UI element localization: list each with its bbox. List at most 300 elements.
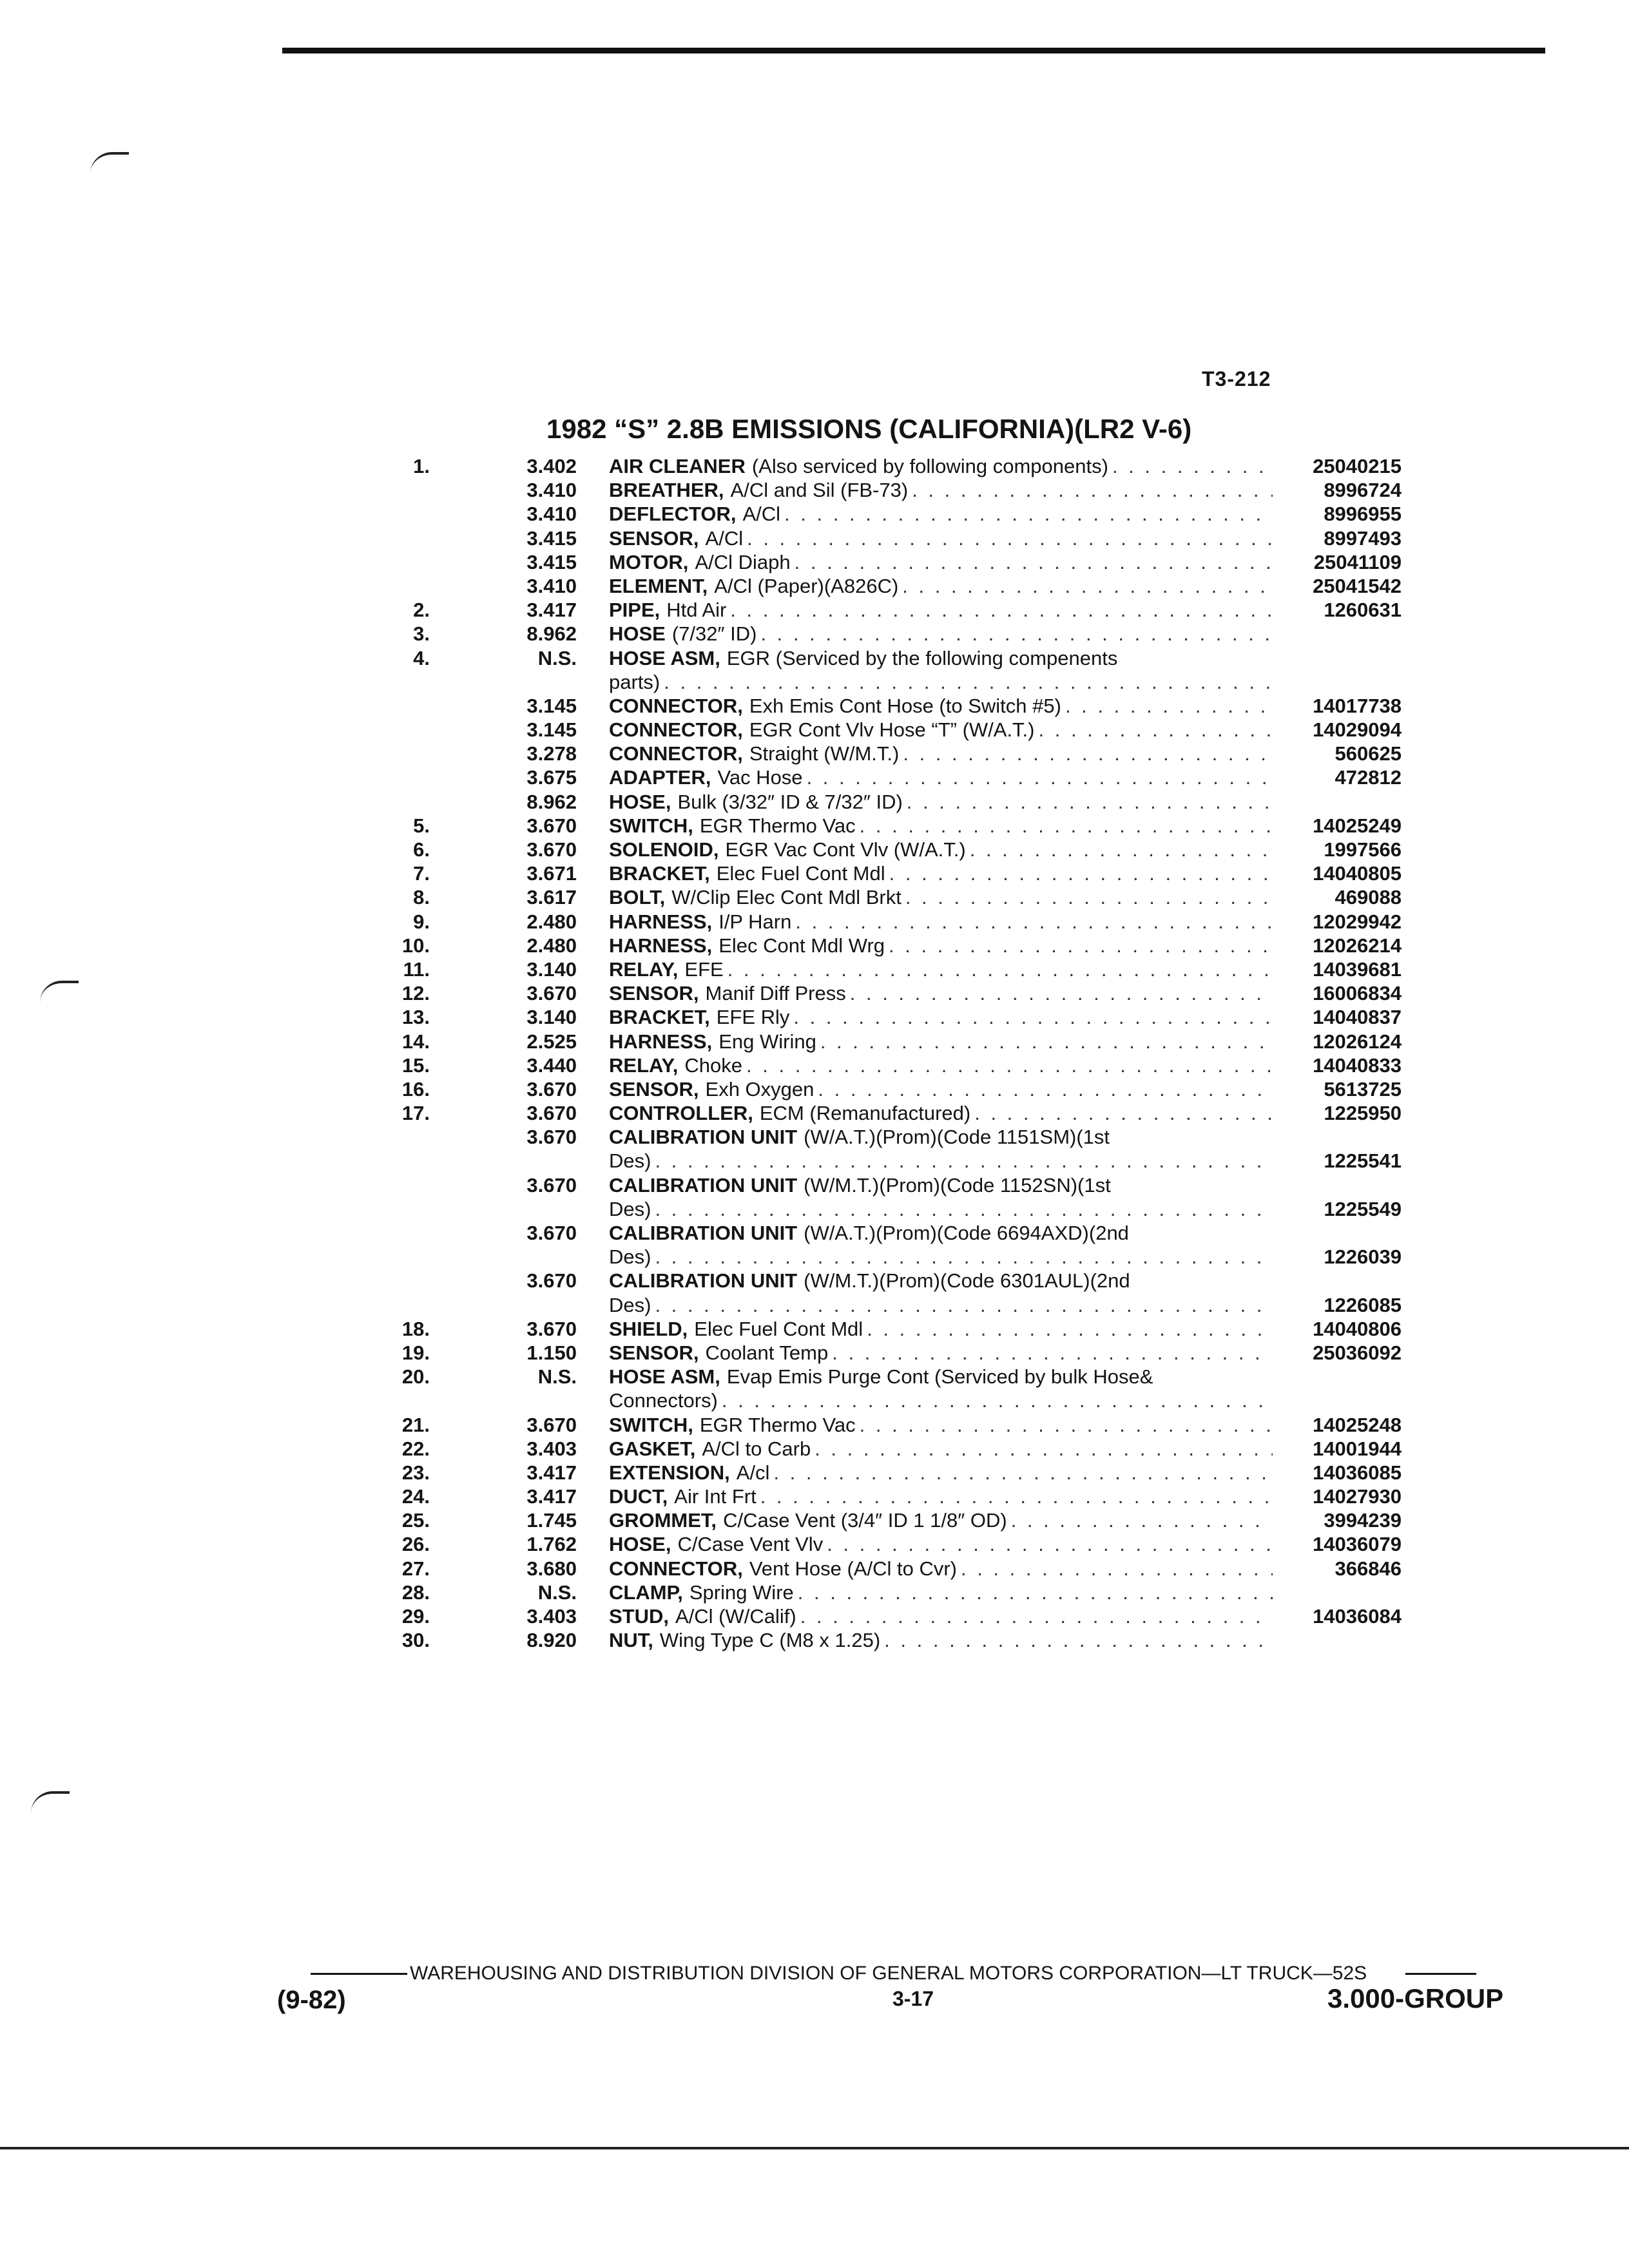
- part-row: [371, 502, 1402, 526]
- part-number: 366846: [1335, 1557, 1402, 1580]
- part-row: [371, 1030, 1402, 1053]
- dot-leader: [827, 1532, 1273, 1556]
- part-description: [609, 910, 1273, 934]
- ref-number: 29.: [401, 1605, 430, 1628]
- group-number: 8.920: [526, 1629, 577, 1652]
- dot-leader: [974, 1101, 1273, 1125]
- part-number: 14036085: [1313, 1461, 1402, 1484]
- dot-leader: [784, 502, 1273, 526]
- footer-dash-left: [311, 1973, 407, 1975]
- dot-leader: [850, 981, 1273, 1005]
- part-name: CALIBRATION UNIT: [609, 1173, 798, 1196]
- part-description: [609, 1125, 1273, 1149]
- part-description: [609, 574, 1273, 598]
- part-name: STUD,: [609, 1605, 669, 1628]
- dot-leader: [905, 885, 1273, 909]
- group-number: 3.670: [526, 814, 577, 837]
- part-description: [609, 885, 1273, 909]
- part-name: HARNESS,: [609, 934, 713, 957]
- part-detail: parts): [609, 670, 660, 693]
- dot-leader: [722, 1389, 1273, 1412]
- ref-number: 19.: [401, 1341, 430, 1364]
- part-row: [371, 1221, 1402, 1245]
- dot-leader: [730, 598, 1273, 622]
- part-row: [371, 1077, 1402, 1101]
- part-row: [371, 526, 1402, 550]
- part-row: [371, 670, 1402, 694]
- part-number: 14040806: [1313, 1317, 1402, 1340]
- part-description: [609, 1389, 1273, 1412]
- part-description: [609, 550, 1273, 574]
- part-name: BRACKET,: [609, 1006, 710, 1029]
- dot-leader: [655, 1149, 1273, 1173]
- part-row: [371, 790, 1402, 814]
- part-detail: Elec Fuel Cont Mdl: [694, 1317, 863, 1340]
- page-code: T3-212: [1202, 367, 1271, 390]
- part-row: [371, 861, 1402, 885]
- part-name: HOSE: [609, 622, 666, 646]
- ref-number: 15.: [401, 1053, 430, 1077]
- group-number: 3.402: [526, 455, 577, 477]
- part-name: CONTROLLER,: [609, 1102, 753, 1125]
- group-number: 3.675: [526, 766, 577, 789]
- part-row: [371, 1005, 1402, 1029]
- part-name: NUT,: [609, 1629, 653, 1652]
- ref-number: 27.: [401, 1557, 430, 1580]
- part-name: CONNECTOR,: [609, 718, 743, 742]
- part-name: RELAY,: [609, 957, 679, 981]
- part-description: [609, 1341, 1273, 1365]
- part-row: [371, 1269, 1402, 1293]
- part-row: [371, 742, 1402, 765]
- part-name: ELEMENT,: [609, 574, 708, 597]
- part-detail: EGR (Serviced by the following compenents: [726, 646, 1118, 669]
- part-row: [371, 1149, 1402, 1173]
- ref-number: 11.: [403, 957, 430, 981]
- ref-number: 10.: [401, 934, 430, 957]
- margin-mark: [40, 981, 79, 1003]
- dot-leader: [1039, 718, 1273, 742]
- group-number: 3.680: [526, 1557, 577, 1580]
- part-detail: A/Cl to Carb: [702, 1437, 811, 1460]
- group-number: 3.670: [526, 1317, 577, 1340]
- part-description: [609, 1365, 1273, 1389]
- dot-leader: [728, 957, 1273, 981]
- part-detail: Elec Cont Mdl Wrg: [718, 934, 885, 957]
- part-name: HOSE,: [609, 1533, 671, 1556]
- part-description: [609, 1053, 1273, 1077]
- ref-number: 23.: [401, 1461, 430, 1484]
- part-number: 1225549: [1324, 1197, 1402, 1220]
- part-detail: Des): [609, 1149, 651, 1173]
- part-row: [371, 1173, 1402, 1197]
- ref-number: 4.: [413, 646, 430, 669]
- part-description: [609, 1628, 1273, 1652]
- part-description: [609, 646, 1273, 670]
- group-number: 3.278: [526, 742, 577, 765]
- part-number: 5613725: [1324, 1077, 1402, 1100]
- part-number: 14025249: [1313, 814, 1402, 837]
- part-number: 1226039: [1324, 1245, 1402, 1269]
- part-name: HARNESS,: [609, 910, 713, 933]
- part-row: [371, 1437, 1402, 1461]
- part-description: [609, 742, 1273, 765]
- part-detail: (W/A.T.)(Prom)(Code 6694AXD)(2nd: [804, 1222, 1129, 1244]
- part-detail: Choke: [684, 1053, 743, 1077]
- group-number: 8.962: [526, 622, 577, 646]
- part-number: 8997493: [1324, 526, 1402, 550]
- part-name: HOSE ASM,: [609, 646, 720, 669]
- part-description: [609, 957, 1273, 981]
- ref-number: 7.: [413, 862, 430, 885]
- dot-leader: [655, 1197, 1273, 1221]
- dot-leader: [1112, 454, 1273, 478]
- part-detail: A/Cl (W/Calif): [675, 1605, 796, 1628]
- dot-leader: [815, 1437, 1273, 1461]
- part-description: [609, 622, 1273, 646]
- part-name: SENSOR,: [609, 982, 699, 1005]
- part-description: [609, 1197, 1273, 1221]
- ref-number: 8.: [413, 886, 430, 909]
- part-row: [371, 1532, 1402, 1556]
- part-detail: A/Cl: [705, 526, 744, 550]
- part-name: SENSOR,: [609, 1077, 699, 1100]
- part-number: 14001944: [1313, 1437, 1402, 1460]
- part-name: SWITCH,: [609, 1413, 693, 1436]
- group-number: N.S.: [537, 646, 577, 669]
- part-detail: Des): [609, 1245, 651, 1269]
- part-name: CLAMP,: [609, 1581, 683, 1604]
- part-row: [371, 1604, 1402, 1628]
- ref-number: 25.: [401, 1509, 430, 1532]
- dot-leader: [773, 1461, 1273, 1485]
- part-description: [609, 1508, 1273, 1532]
- part-row: [371, 1581, 1402, 1604]
- ref-number: 16.: [401, 1077, 430, 1100]
- group-number: 3.145: [526, 718, 577, 742]
- part-detail: W/Clip Elec Cont Mdl Brkt: [671, 886, 901, 909]
- part-name: CALIBRATION UNIT: [609, 1222, 798, 1244]
- part-detail: C/Case Vent (3/4″ ID 1 1/8″ OD): [723, 1509, 1007, 1532]
- ref-number: 24.: [401, 1485, 430, 1508]
- group-number: 3.670: [526, 838, 577, 861]
- part-description: [609, 814, 1273, 838]
- group-number: 3.403: [526, 1437, 577, 1460]
- part-description: [609, 694, 1273, 718]
- dot-leader: [760, 1485, 1273, 1508]
- part-detail: Vac Hose: [717, 766, 803, 789]
- part-number: 8996955: [1324, 503, 1402, 526]
- part-description: [609, 1245, 1273, 1269]
- part-description: [609, 861, 1273, 885]
- part-description: [609, 1269, 1273, 1293]
- part-detail: Bulk (3/32″ ID & 7/32″ ID): [677, 790, 903, 813]
- group-number: 3.670: [526, 1102, 577, 1125]
- group-number: 3.671: [526, 862, 577, 885]
- dot-leader: [889, 861, 1273, 885]
- part-number: 1226085: [1324, 1293, 1402, 1316]
- ref-number: 2.: [413, 599, 430, 622]
- part-row: [371, 957, 1402, 981]
- part-name: CONNECTOR,: [609, 1557, 743, 1580]
- footer-division: WAREHOUSING AND DISTRIBUTION DIVISION OF GENERAL MOTORS CORPORATION—LT TRUCK—52S: [410, 1963, 1367, 1984]
- footer-date: (9-82): [277, 1986, 346, 2014]
- group-number: 8.962: [526, 790, 577, 813]
- group-number: 3.670: [526, 1413, 577, 1436]
- group-number: 1.745: [526, 1509, 577, 1532]
- part-description: [609, 670, 1273, 694]
- margin-mark: [90, 152, 129, 174]
- part-row: [371, 478, 1402, 502]
- part-detail: Evap Emis Purge Cont (Serviced by bulk Hose&: [726, 1365, 1153, 1389]
- dot-leader: [807, 765, 1273, 789]
- part-name: BREATHER,: [609, 479, 724, 502]
- part-name: SHIELD,: [609, 1317, 688, 1340]
- part-detail: Connectors): [609, 1389, 718, 1412]
- ref-number: 17.: [401, 1102, 430, 1125]
- dot-leader: [961, 1557, 1273, 1581]
- part-row: [371, 1461, 1402, 1485]
- part-name: DEFLECTOR,: [609, 503, 737, 526]
- part-description: [609, 478, 1273, 502]
- dot-leader: [655, 1293, 1273, 1317]
- part-number: 25040215: [1313, 455, 1402, 477]
- dot-leader: [860, 1413, 1273, 1437]
- part-description: [609, 934, 1273, 957]
- group-number: 3.410: [526, 479, 577, 502]
- part-description: [609, 1221, 1273, 1245]
- dot-leader: [907, 790, 1273, 814]
- part-detail: (W/M.T.)(Prom)(Code 1152SN)(1st: [804, 1173, 1111, 1196]
- ref-number: 30.: [401, 1629, 430, 1652]
- part-number: 14040833: [1313, 1053, 1402, 1077]
- group-number: 3.670: [526, 1222, 577, 1244]
- ref-number: 13.: [401, 1006, 430, 1029]
- group-number: 3.415: [526, 526, 577, 550]
- part-description: [609, 1149, 1273, 1173]
- part-name: HOSE ASM,: [609, 1365, 720, 1389]
- part-detail: A/Cl and Sil (FB-73): [730, 479, 909, 502]
- ref-number: 28.: [401, 1581, 430, 1604]
- part-name: SENSOR,: [609, 526, 699, 550]
- part-description: [609, 1101, 1273, 1125]
- part-number: 560625: [1335, 742, 1402, 765]
- part-description: [609, 1030, 1273, 1053]
- part-number: 25041542: [1313, 574, 1402, 597]
- part-number: 1260631: [1324, 599, 1402, 622]
- part-row: [371, 885, 1402, 909]
- part-detail: Spring Wire: [689, 1581, 794, 1604]
- ref-number: 6.: [413, 838, 430, 861]
- dot-leader: [818, 1077, 1273, 1101]
- dot-leader: [903, 742, 1273, 765]
- page-title: 1982 “S” 2.8B EMISSIONS (CALIFORNIA)(LR2 V-6): [546, 414, 1192, 444]
- part-description: [609, 981, 1273, 1005]
- part-description: [609, 1581, 1273, 1604]
- part-description: [609, 718, 1273, 742]
- ref-number: 1.: [413, 455, 430, 477]
- part-number: 14027930: [1313, 1485, 1402, 1508]
- part-description: [609, 1173, 1273, 1197]
- part-detail: (W/M.T.)(Prom)(Code 6301AUL)(2nd: [804, 1269, 1130, 1293]
- part-description: [609, 1461, 1273, 1485]
- part-detail: EGR Thermo Vac: [699, 1413, 856, 1436]
- part-description: [609, 1604, 1273, 1628]
- dot-leader: [912, 478, 1273, 502]
- part-row: [371, 1245, 1402, 1269]
- part-detail: Exh Oxygen: [705, 1077, 815, 1100]
- part-row: [371, 1125, 1402, 1149]
- part-detail: A/Cl (Paper)(A826C): [714, 574, 899, 597]
- part-row: [371, 1508, 1402, 1532]
- dot-leader: [795, 550, 1273, 574]
- group-number: 1.150: [526, 1341, 577, 1364]
- part-row: [371, 1341, 1402, 1365]
- group-number: 3.140: [526, 1006, 577, 1029]
- part-row: [371, 1101, 1402, 1125]
- part-row: [371, 1317, 1402, 1341]
- group-number: 3.670: [526, 1173, 577, 1196]
- part-detail: Wing Type C (M8 x 1.25): [659, 1629, 881, 1652]
- group-number: 3.410: [526, 503, 577, 526]
- part-number: 12026214: [1313, 934, 1402, 957]
- part-number: 1225950: [1324, 1102, 1402, 1125]
- dot-leader: [798, 1581, 1273, 1604]
- part-row: [371, 1389, 1402, 1412]
- part-detail: Htd Air: [666, 599, 727, 622]
- part-number: 1997566: [1324, 838, 1402, 861]
- part-number: 12029942: [1313, 910, 1402, 933]
- group-number: 2.480: [526, 934, 577, 957]
- part-number: 3994239: [1324, 1509, 1402, 1532]
- part-description: [609, 838, 1273, 861]
- part-description: [609, 1293, 1273, 1317]
- part-name: CALIBRATION UNIT: [609, 1269, 798, 1293]
- part-detail: EGR Cont Vlv Hose “T” (W/A.T.): [749, 718, 1035, 742]
- part-description: [609, 526, 1273, 550]
- part-number: 14039681: [1313, 957, 1402, 981]
- part-row: [371, 550, 1402, 574]
- part-detail: (W/A.T.)(Prom)(Code 1151SM)(1st: [804, 1126, 1110, 1149]
- part-detail: C/Case Vent Vlv: [677, 1533, 824, 1556]
- part-detail: Air Int Frt: [674, 1485, 757, 1508]
- part-name: GASKET,: [609, 1437, 696, 1460]
- group-number: 3.140: [526, 957, 577, 981]
- dot-leader: [860, 814, 1273, 838]
- part-name: BRACKET,: [609, 862, 710, 885]
- group-number: 3.670: [526, 1126, 577, 1149]
- part-name: AIR CLEANER: [609, 455, 746, 477]
- part-detail: I/P Harn: [718, 910, 792, 933]
- ref-number: 21.: [401, 1413, 430, 1436]
- part-description: [609, 1317, 1273, 1341]
- part-row: [371, 1293, 1402, 1317]
- part-row: [371, 694, 1402, 718]
- ref-number: 3.: [413, 622, 430, 646]
- part-description: [609, 1413, 1273, 1437]
- part-detail: Elec Fuel Cont Mdl: [716, 862, 885, 885]
- part-number: 14040837: [1313, 1006, 1402, 1029]
- part-number: 14036079: [1313, 1533, 1402, 1556]
- part-row: [371, 1365, 1402, 1389]
- dot-leader: [664, 670, 1273, 694]
- part-description: [609, 1437, 1273, 1461]
- part-row: [371, 454, 1402, 478]
- part-row: [371, 574, 1402, 598]
- part-name: MOTOR,: [609, 550, 689, 573]
- part-detail: EGR Vac Cont Vlv (W/A.T.): [725, 838, 966, 861]
- ref-number: 18.: [401, 1317, 430, 1340]
- part-detail: ECM (Remanufactured): [759, 1102, 971, 1125]
- ref-number: 14.: [401, 1030, 430, 1053]
- part-number: 14017738: [1313, 694, 1402, 717]
- part-name: RELAY,: [609, 1053, 679, 1077]
- part-name: CONNECTOR,: [609, 742, 743, 765]
- part-detail: Straight (W/M.T.): [749, 742, 900, 765]
- group-number: 3.417: [526, 599, 577, 622]
- part-name: SENSOR,: [609, 1341, 699, 1364]
- footer-division-line: [311, 1963, 1522, 1984]
- margin-mark: [31, 1791, 70, 1813]
- group-number: N.S.: [537, 1365, 577, 1389]
- group-number: 3.670: [526, 1077, 577, 1100]
- part-number: 1225541: [1324, 1149, 1402, 1173]
- part-name: CONNECTOR,: [609, 694, 743, 717]
- dot-leader: [795, 910, 1273, 934]
- part-name: HOSE,: [609, 790, 671, 813]
- part-description: [609, 1557, 1273, 1581]
- part-detail: A/cl: [736, 1461, 770, 1484]
- ref-number: 5.: [413, 814, 430, 837]
- ref-number: 22.: [401, 1437, 430, 1460]
- part-detail: EFE Rly: [716, 1006, 790, 1029]
- dot-leader: [820, 1030, 1273, 1053]
- part-name: ADAPTER,: [609, 766, 711, 789]
- part-number: 14040805: [1313, 862, 1402, 885]
- part-detail: EFE: [684, 957, 724, 981]
- part-row: [371, 646, 1402, 670]
- group-number: 3.670: [526, 982, 577, 1005]
- part-row: [371, 1485, 1402, 1508]
- part-row: [371, 765, 1402, 789]
- dot-leader: [889, 934, 1273, 957]
- part-name: DUCT,: [609, 1485, 668, 1508]
- part-name: GROMMET,: [609, 1509, 717, 1532]
- dot-leader: [902, 574, 1273, 598]
- part-number: 25036092: [1313, 1341, 1402, 1364]
- group-number: 1.762: [526, 1533, 577, 1556]
- group-number: 3.410: [526, 574, 577, 597]
- dot-leader: [760, 622, 1273, 646]
- dot-leader: [1065, 694, 1273, 718]
- group-number: N.S.: [537, 1581, 577, 1604]
- group-number: 3.403: [526, 1605, 577, 1628]
- group-number: 3.145: [526, 694, 577, 717]
- part-name: CALIBRATION UNIT: [609, 1126, 798, 1149]
- part-detail: Des): [609, 1293, 651, 1316]
- part-row: [371, 981, 1402, 1005]
- footer-page-number: 3-17: [892, 1987, 934, 2010]
- part-row: [371, 1413, 1402, 1437]
- dot-leader: [1011, 1508, 1273, 1532]
- part-detail: Coolant Temp: [705, 1341, 829, 1364]
- part-row: [371, 598, 1402, 622]
- dot-leader: [793, 1005, 1273, 1029]
- part-description: [609, 502, 1273, 526]
- footer-dash-right: [1405, 1973, 1476, 1975]
- part-row: [371, 1557, 1402, 1581]
- part-number: 14036084: [1313, 1605, 1402, 1628]
